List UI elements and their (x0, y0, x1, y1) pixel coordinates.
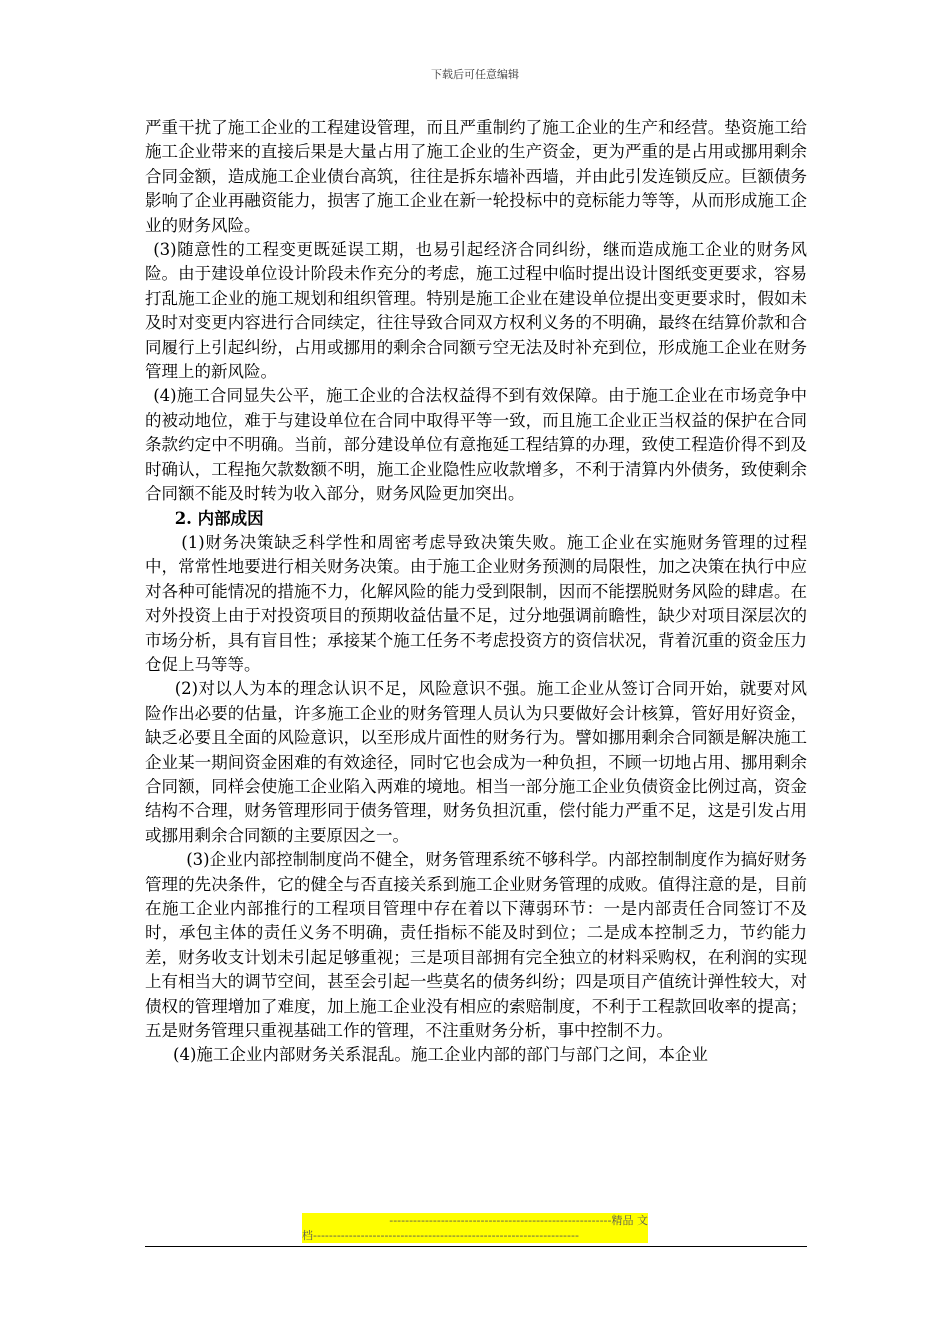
paragraph: 严重干扰了施工企业的工程建设管理，而且严重制约了施工企业的生产和经营。垫资施工给施工企业带来的直接后果是大量占用了施工企业的生产资金，更为严重的是占用或挪用剩余合同金额，造成施工企业债台高筑，往往是拆东墙补西墙，并由此引发连锁反应。巨额债务影响了企业再融资能力，损害了施工企业在新一轮投标中的竞标能力等等，从而形成施工企业的财务风险。 (145, 118, 807, 235)
section-heading: 2. 内部成因 (174, 508, 264, 528)
footer-divider (145, 1246, 807, 1247)
document-body (145, 116, 807, 1068)
paragraph: (1)财务决策缺乏科学性和周密考虑导致决策失败。施工企业在实施财务管理的过程中，常常性地要进行相关财务决策。由于施工企业财务预测的局限性，加之决策在执行中应对各种可能情况的措施不力，化解风险的能力受到限制，因而不能摆脱财务风险的肆虐。在对外投资上由于对投资项目的预期收益估量不足，过分地强调前瞻性，缺少对项目深层次的市场分析，具有盲目性；承接某个施工任务不考虑投资方的资信状况，背着沉重的资金压力仓促上马等等。 (145, 532, 807, 674)
footer-watermark-line: 档------------------------------------------------------------------- (302, 1228, 648, 1243)
paragraph: (3)随意性的工程变更既延误工期，也易引起经济合同纠纷，继而造成施工企业的财务风险。由于建设单位设计阶段未作充分的考虑，施工过程中临时提出设计图纸变更要求，容易打乱施工企业的施工规划和组织管理。特别是施工企业在建设单位提出变更要求时，假如未及时对变更内容进行合同续定，往往导致合同双方权利义务的不明确，最终在结算价款和合同履行上引起纠纷，占用或挪用的剩余合同额亏空无法及时补充到位，形成施工企业在财务管理上的新风险。 (145, 240, 807, 382)
page-header: 下载后可任意编辑 (431, 68, 519, 81)
footer-watermark-line: --------------------------------------------------------精品 文 (302, 1213, 648, 1228)
paragraph: (4)施工企业内部财务关系混乱。施工企业内部的部门与部门之间，本企业 (173, 1045, 708, 1065)
paragraph: (2)对以人为本的理念认识不足，风险意识不强。施工企业从签订合同开始，就要对风险作出必要的估量，许多施工企业的财务管理人员认为只要做好会计核算，管好用好资金，缺乏必要且全面的风险意识，以至形成片面性的财务行为。譬如挪用剩余合同额是解决施工企业某一期间资金困难的有效途径，同时它也会成为一种负担，不顾一切地占用、挪用剩余合同额，同样会使施工企业陷入两难的境地。相当一部分施工企业负债资金比例过高，资金结构不合理，财务管理形同于债务管理，财务负担沉重，偿付能力严重不足，这是引发占用或挪用剩余合同额的主要原因之一。 (145, 679, 807, 845)
paragraph: (3)企业内部控制制度尚不健全，财务管理系统不够科学。内部控制制度作为搞好财务管理的先决条件，它的健全与否直接关系到施工企业财务管理的成败。值得注意的是，目前在施工企业内部推行的工程项目管理中存在着以下薄弱环节：一是内部责任合同签订不及时，承包主体的责任义务不明确，责任指标不能及时到位；二是成本控制乏力，节约能力差，财务收支计划未引起足够重视；三是项目部拥有完全独立的材料采购权，在利润的实现上有相当大的调节空间，甚至会引起一些莫名的债务纠纷；四是项目产值统计弹性较大，对债权的管理增加了难度，加上施工企业没有相应的索赔制度，不利于工程款回收率的提高；五是财务管理只重视基础工作的管理，不注重财务分析，事中控制不力。 (145, 850, 807, 1041)
paragraph: (4)施工合同显失公平，施工企业的合法权益得不到有效保障。由于施工企业在市场竞争中的被动地位，难于与建设单位在合同中取得平等一致，而且施工企业正当权益的保护在合同条款约定中不明确。当前，部分建设单位有意拖延工程结算的办理，致使工程造价得不到及时确认，工程拖欠款数额不明，施工企业隐性应收款增多，不利于清算内外债务，致使剩余合同额不能及时转为收入部分，财务风险更加突出。 (145, 386, 807, 504)
